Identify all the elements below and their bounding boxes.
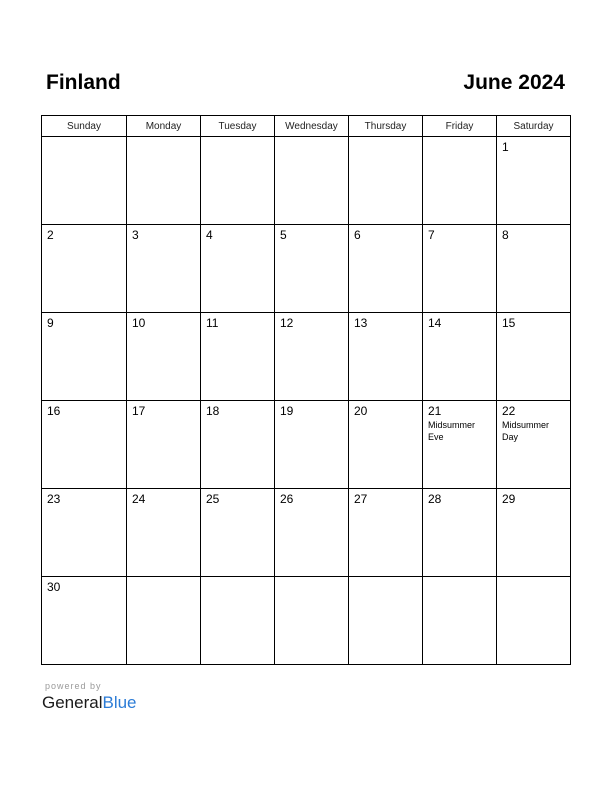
- weekday-tuesday: Tuesday: [201, 116, 275, 137]
- day-cell: [275, 313, 349, 401]
- weekday-monday: Monday: [127, 116, 201, 137]
- week-row: [42, 313, 571, 401]
- day-cell: [127, 225, 201, 313]
- weekday-thursday: Thursday: [349, 116, 423, 137]
- day-cell: [349, 401, 423, 489]
- week-row: [42, 577, 571, 665]
- day-cell: [497, 137, 571, 225]
- day-cell: [201, 401, 275, 489]
- day-number: 2: [47, 228, 54, 242]
- day-number: 4: [206, 228, 213, 242]
- day-cell: [201, 225, 275, 313]
- day-number: 16: [47, 404, 61, 418]
- day-number: 17: [132, 404, 146, 418]
- holiday-label: Midsummer Day: [502, 420, 550, 442]
- day-cell: [349, 137, 423, 225]
- day-number: 19: [280, 404, 294, 418]
- day-number: 18: [206, 404, 220, 418]
- day-cell: [349, 225, 423, 313]
- day-number: 20: [354, 404, 368, 418]
- day-number: 24: [132, 492, 146, 506]
- day-cell: [127, 401, 201, 489]
- day-number: 5: [280, 228, 287, 242]
- week-row: [42, 137, 571, 225]
- calendar-grid: [41, 115, 571, 665]
- month-title: June 2024: [463, 71, 565, 94]
- day-cell: [423, 137, 497, 225]
- day-cell: [201, 313, 275, 401]
- week-row: [42, 401, 571, 489]
- weekday-wednesday: Wednesday: [275, 116, 349, 137]
- weekday-header-row: [42, 116, 571, 137]
- brand-general-text: General: [42, 693, 103, 712]
- day-number: 13: [354, 316, 368, 330]
- day-cell: [275, 401, 349, 489]
- day-cell: [497, 401, 571, 489]
- day-number: 22: [502, 404, 516, 418]
- day-cell: [42, 577, 127, 665]
- brand-blue-text: Blue: [102, 693, 137, 712]
- week-row: [42, 225, 571, 313]
- day-cell: [201, 489, 275, 577]
- powered-by-label: powered by: [45, 681, 102, 691]
- day-number: 25: [206, 492, 220, 506]
- day-number: 27: [354, 492, 368, 506]
- day-cell: [275, 577, 349, 665]
- generalblue-logo[interactable]: [42, 693, 137, 713]
- day-number: 7: [428, 228, 435, 242]
- day-cell: [127, 313, 201, 401]
- day-number: 28: [428, 492, 442, 506]
- day-cell: [497, 313, 571, 401]
- day-number: 8: [502, 228, 509, 242]
- day-number: 6: [354, 228, 361, 242]
- day-number: 15: [502, 316, 516, 330]
- day-cell: [497, 577, 571, 665]
- day-cell: [42, 489, 127, 577]
- day-cell: [423, 577, 497, 665]
- weekday-sunday: Sunday: [42, 116, 127, 137]
- day-cell: [275, 137, 349, 225]
- weekday-saturday: Saturday: [497, 116, 571, 137]
- day-number: 3: [132, 228, 139, 242]
- day-cell: [127, 137, 201, 225]
- country-title: Finland: [46, 71, 121, 94]
- day-cell: [423, 489, 497, 577]
- week-row: [42, 489, 571, 577]
- day-number: 1: [502, 140, 509, 154]
- day-cell: [127, 489, 201, 577]
- day-cell: [42, 225, 127, 313]
- day-cell: [349, 313, 423, 401]
- day-cell: [349, 577, 423, 665]
- day-number: 21: [428, 404, 442, 418]
- day-cell: [423, 225, 497, 313]
- weekday-friday: Friday: [423, 116, 497, 137]
- calendar-body: [42, 137, 571, 665]
- day-cell: [349, 489, 423, 577]
- day-number: 30: [47, 580, 61, 594]
- day-number: 14: [428, 316, 442, 330]
- day-cell: [201, 577, 275, 665]
- day-cell: [42, 137, 127, 225]
- day-number: 29: [502, 492, 516, 506]
- day-cell: [42, 313, 127, 401]
- day-number: 23: [47, 492, 61, 506]
- day-cell: [497, 225, 571, 313]
- day-cell: [423, 313, 497, 401]
- day-cell: [497, 489, 571, 577]
- day-cell: [275, 489, 349, 577]
- day-number: 12: [280, 316, 294, 330]
- holiday-label: Midsummer Eve: [428, 420, 476, 442]
- day-cell: [275, 225, 349, 313]
- day-cell: [201, 137, 275, 225]
- day-number: 11: [206, 316, 219, 330]
- day-number: 9: [47, 316, 54, 330]
- day-number: 26: [280, 492, 294, 506]
- day-number: 10: [132, 316, 146, 330]
- day-cell: [423, 401, 497, 489]
- day-cell: [42, 401, 127, 489]
- day-cell: [127, 577, 201, 665]
